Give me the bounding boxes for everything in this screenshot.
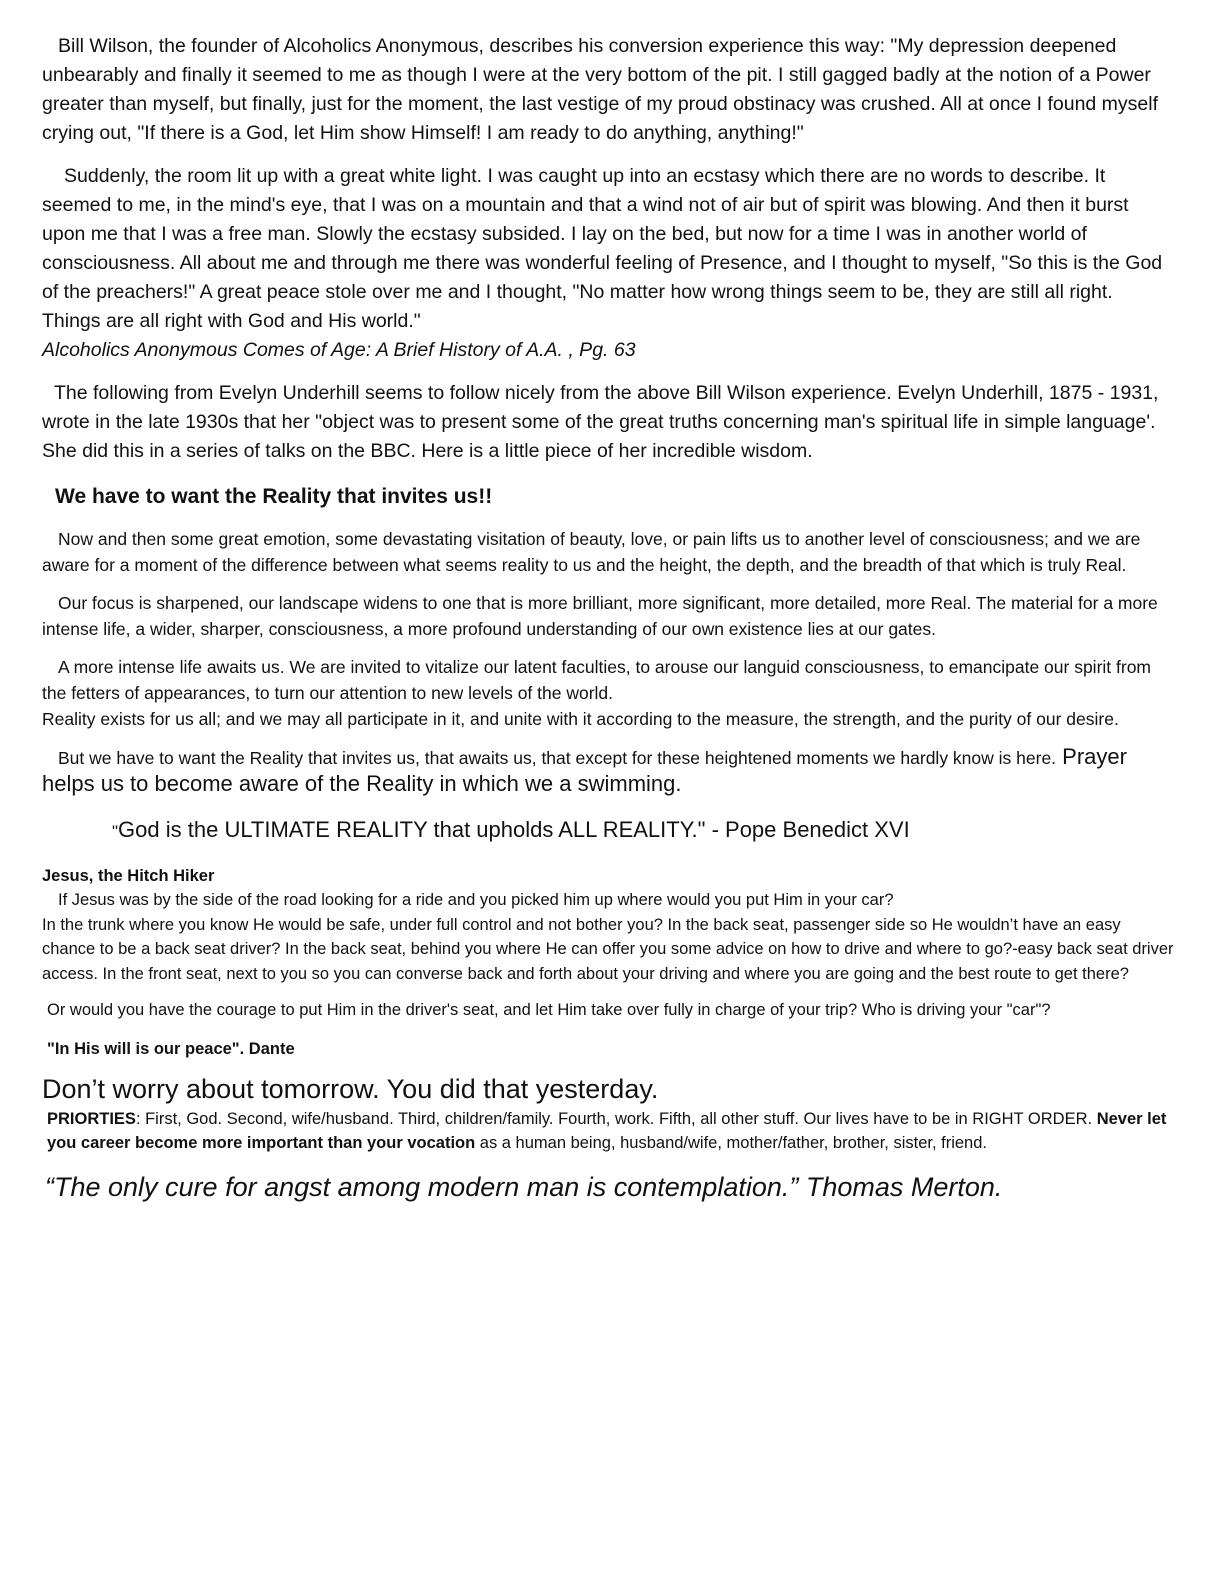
saying-worry: Don’t worry about tomorrow. You did that yesterday. xyxy=(42,1073,659,1104)
priorities-text-2: as a human being, husband/wife, mother/father, brother, sister, friend. xyxy=(475,1134,987,1152)
paragraph-drivers-seat: Or would you have the courage to put Him in the driver's seat, and let Him take over fully in charge of your trip? Who is driving your "car"? xyxy=(47,1001,1051,1019)
priorities-label: PRIORTIES xyxy=(47,1109,136,1128)
section-heading-hitch-hiker: Jesus, the Hitch Hiker xyxy=(42,867,215,885)
paragraph-reality-exists: Reality exists for us all; and we may all participate in it, and unite with it according to the measure, the strength, and the purity of our desire. xyxy=(42,709,1119,729)
want-reality-text: But we have to want the Reality that invites us, that awaits us, that except for these heightened moments we hardly know is here. xyxy=(58,748,1057,768)
paragraph-wilson-experience: Suddenly, the room lit up with a great white light. I was caught up into an ecstasy which there are no words to describe. It seemed to me, in the mind's eye, that I was on a mountain and that a wind not of air but of spirit was blowing. And then it burst upon me that I was a free man. Slowly the ecstasy subsided. I lay on the bed, but now for a time I was in another world of consciousness. All about me and through me there was wonderful feeling of Presence, and I thought to myself, "So this is the God of the preachers!" A great peace stole over me and I thought, "No matter how wrong things seem to be, they are still all right. Things are all right with God and His world." xyxy=(42,165,1163,332)
paragraph-intense-life: A more intense life awaits us. We are invited to vitalize our latent faculties, to arouse our languid consciousness, to emancipate our spirit from the fetters of appearances, to turn our attention to new levels of the world. xyxy=(42,657,1152,703)
paragraph-great-emotion: Now and then some great emotion, some devastating visitation of beauty, love, or pain lifts us to another level of consciousness; and we are aware for a moment of the difference between what seems reality to us and the height, the depth, and the breadth of that which is truly Real. xyxy=(42,529,1141,575)
paragraph-jesus-ride: If Jesus was by the side of the road looking for a ride and you picked him up where would you put Him in your car? xyxy=(58,891,894,909)
quote-pope-text: God is the ULTIMATE REALITY that upholds ALL REALITY." - Pope Benedict XVI xyxy=(118,817,910,842)
priorities-bold-text: Never let you career become more important than your vocation xyxy=(47,1109,1167,1152)
paragraph-wilson-intro: Bill Wilson, the founder of Alcoholics Anonymous, describes his conversion experience this way: "My depression deepened unbearably and finally it seemed to me as though I were at the very bottom of the pit. I still gagged badly at the notion of a Power greater than myself, but finally, just for the moment, the last vestige of my proud obstinacy was crushed. All at once I found myself crying out, "If there is a God, let Him show Himself! I am ready to do anything, anything!" xyxy=(42,35,1159,144)
paragraph-priorities xyxy=(47,1107,1174,1156)
citation: Alcoholics Anonymous Comes of Age: A Brief History of A.A. , Pg. 63 xyxy=(42,339,636,361)
quote-pope-benedict xyxy=(112,814,1174,848)
quote-dante: "In His will is our peace". Dante xyxy=(47,1039,295,1058)
priorities-text-1: : First, God. Second, wife/husband. Third, children/family. Fourth, work. Fifth, all other stuff. Our lives have to be in RIGHT ORDER. xyxy=(135,1109,1097,1128)
paragraph-want-reality xyxy=(42,744,1174,798)
quote-open-mark: " xyxy=(112,822,119,841)
paragraph-car-seats: In the trunk where you know He would be safe, under full control and not bother you? In the back seat, passenger side so He wouldn’t have an easy chance to be a back seat driver? In the back seat, behind you where He can offer you some advice on how to drive and where to go?-easy back seat driver access. In the front seat, next to you so you can converse back and forth about your driving and where you are going and the best route to get there? xyxy=(42,915,1174,983)
section-heading-reality: We have to want the Reality that invites us!! xyxy=(55,485,493,508)
paragraph-underhill-intro: The following from Evelyn Underhill seems to follow nicely from the above Bill Wilson experience. Evelyn Underhill, 1875 - 1931, wrote in the late 1930s that her "object was to present some of the great truths concerning man's spiritual life in simple language'. She did this in a series of talks on the BBC. Here is a little piece of her incredible wisdom. xyxy=(42,382,1159,462)
paragraph-focus: Our focus is sharpened, our landscape widens to one that is more brilliant, more significant, more detailed, more Real. The material for a more intense life, a wider, sharper, consciousness, a more profound understanding of our own existence lies at our gates. xyxy=(42,593,1158,639)
prayer-text: Prayer helps us to become aware of the Reality in which we a swimming. xyxy=(42,744,1127,796)
quote-merton: “The only cure for angst among modern man is contemplation.” Thomas Merton. xyxy=(45,1171,1003,1202)
